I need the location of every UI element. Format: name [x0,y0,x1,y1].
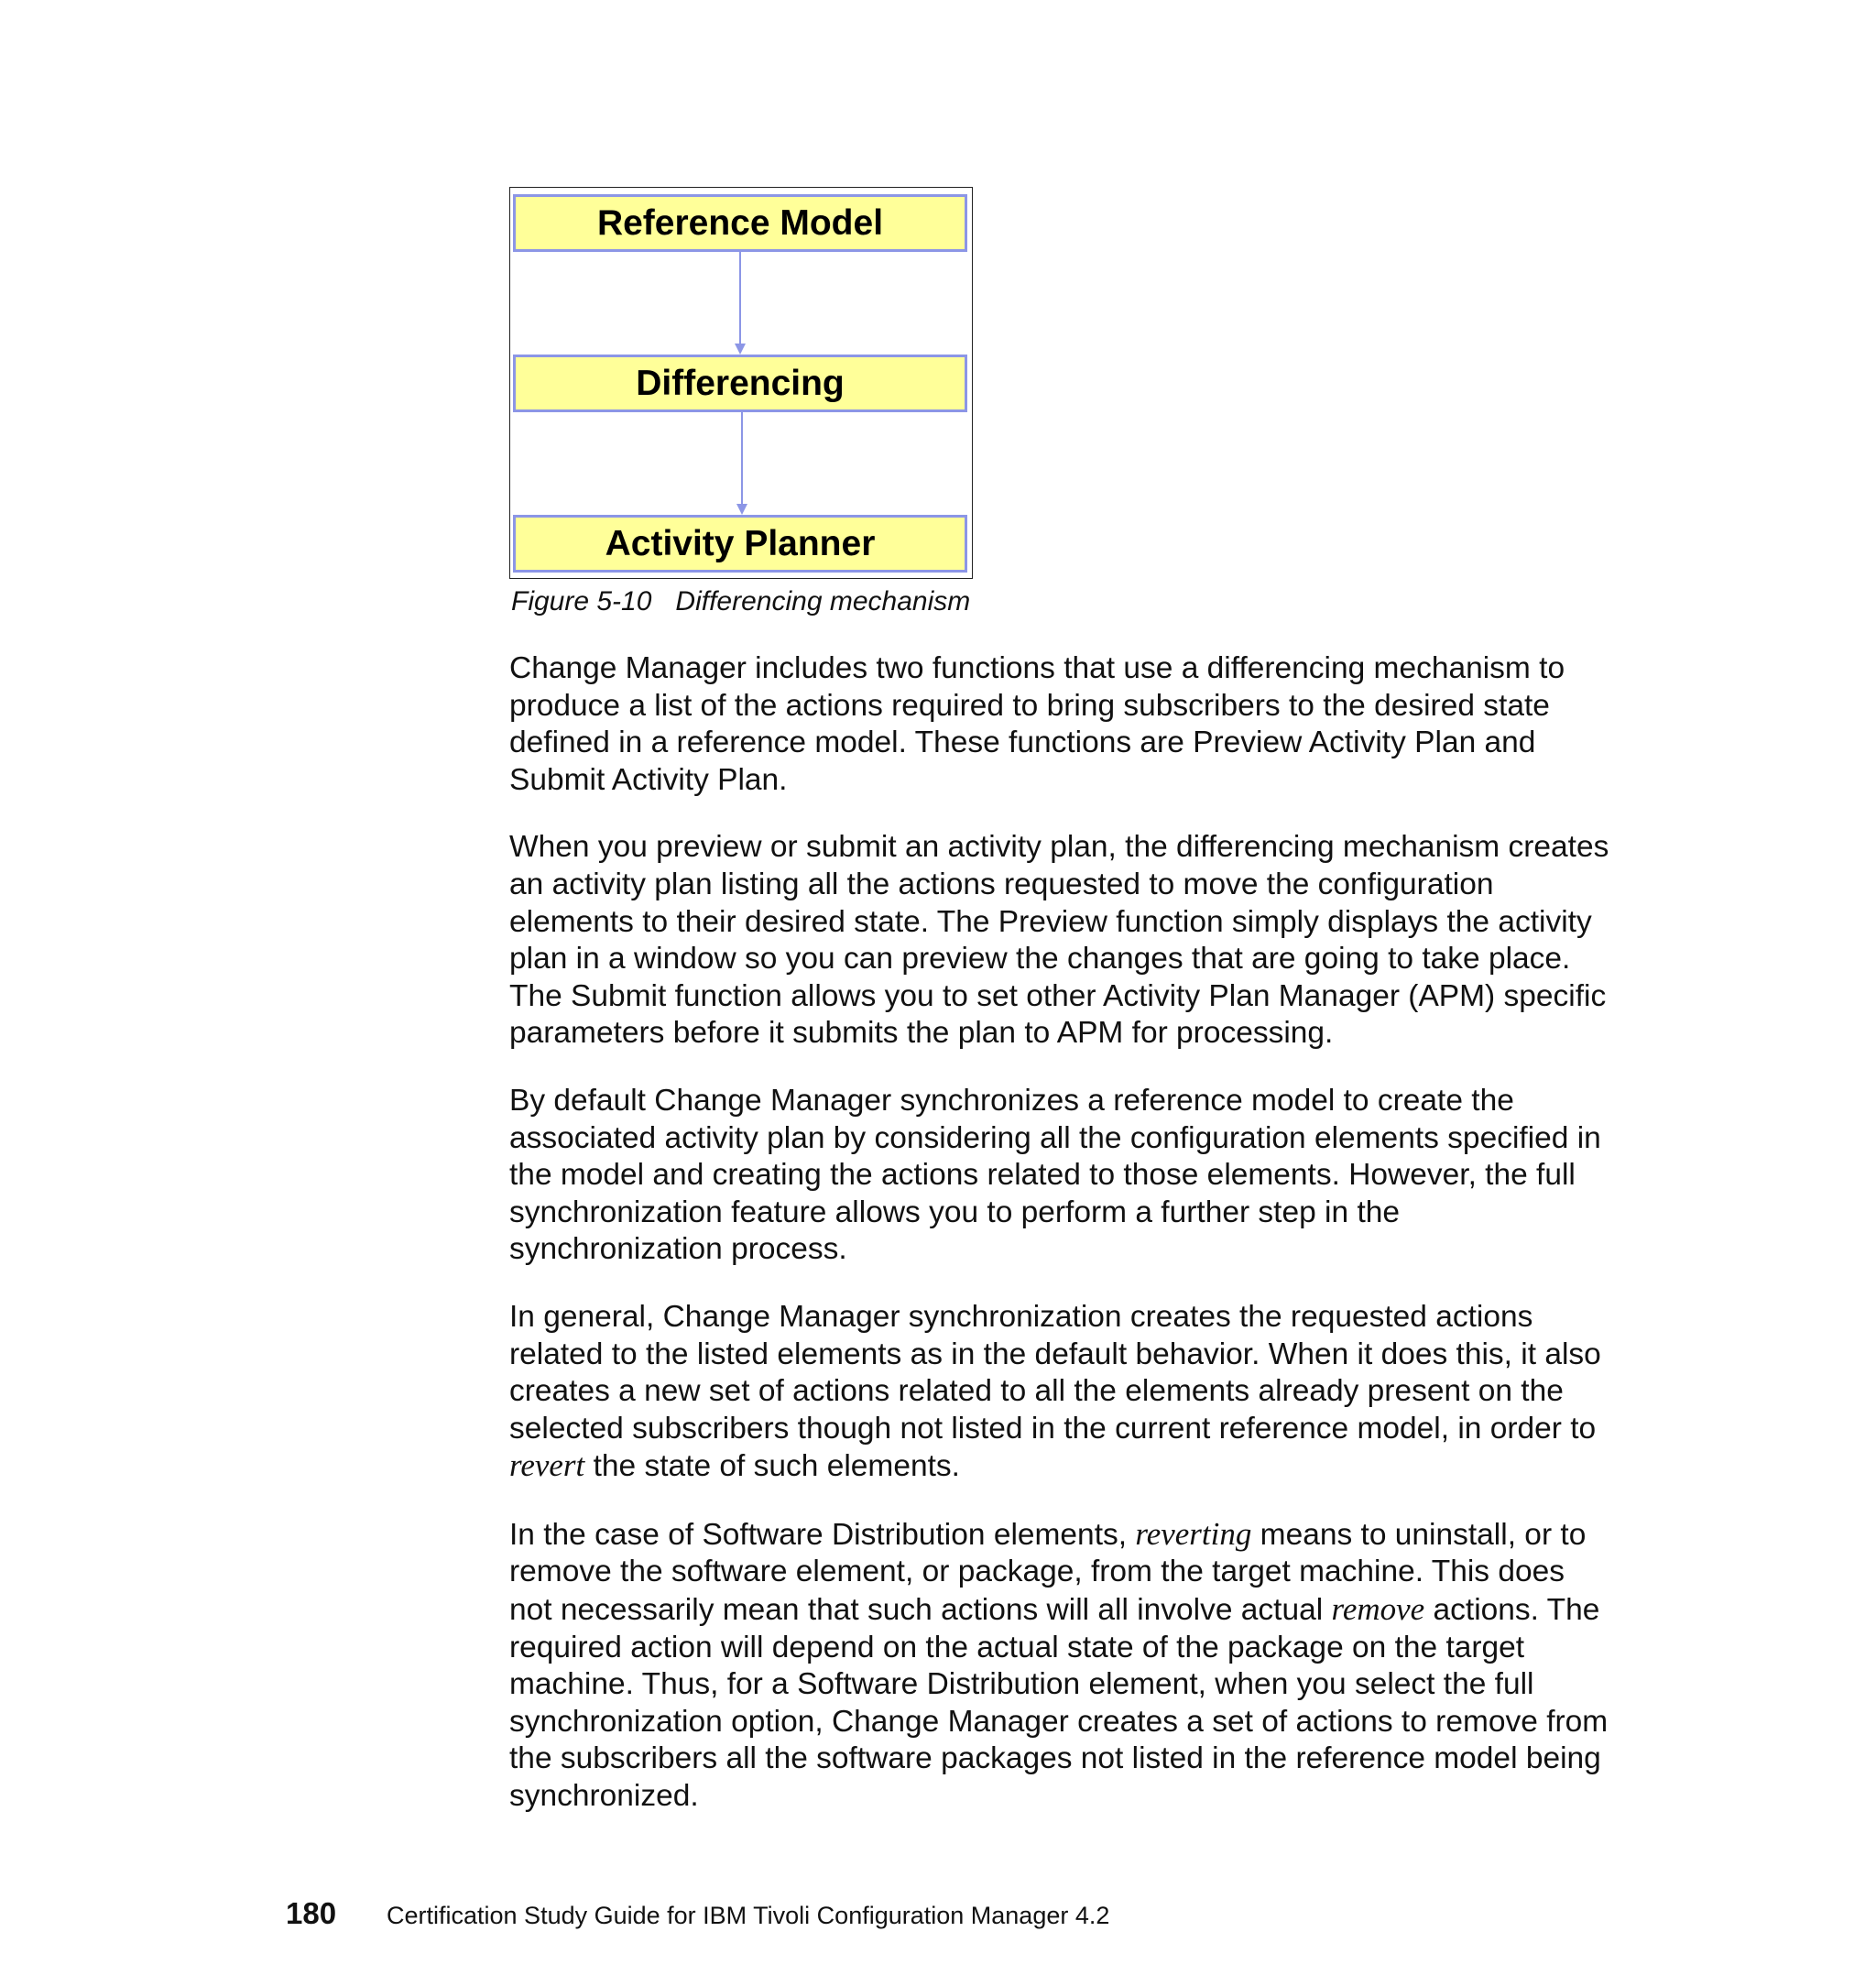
text-segment: produce a list of the actions required to bring subscribers to the desired state [509,688,1550,723]
text-line [509,1373,1618,1411]
text-line [509,1778,1618,1816]
text-segment: means to uninstall, or to [1251,1517,1587,1552]
page-number: 180 [286,1896,337,1930]
text-line [509,1120,1618,1158]
paragraph [509,650,1618,799]
emphasized-word: revert [509,1447,585,1484]
text-line [509,1015,1618,1053]
text-segment: remove the software element, or package, from the target machine. This does [509,1555,1565,1589]
text-segment: associated activity plan by considering all the configuration elements specified in [509,1120,1601,1155]
text-line [509,650,1618,688]
text-line [509,1447,1618,1486]
text-line [509,1516,1618,1555]
activity-planner-box: Activity Planner [513,515,967,573]
text-line [509,978,1618,1016]
text-segment: Change Manager includes two functions that use a differencing mechanism to [509,651,1565,685]
text-line [509,688,1618,726]
figure-caption-label: Figure 5-10 [511,586,652,617]
text-line [509,1299,1618,1337]
text-line [509,1554,1618,1591]
book-title: Certification Study Guide for IBM Tivoli Configuration Manager 4.2 [387,1902,1110,1929]
text-line [509,904,1618,942]
text-segment: elements to their desired state. The Preview function simply displays the activity [509,904,1592,939]
figure-caption [511,586,970,617]
paragraph [509,829,1618,1053]
text-segment: When you preview or submit an activity plan, the differencing mechanism creates [509,830,1609,865]
text-line [509,1704,1618,1741]
arrow-differencing-to-activity-planner [736,412,747,515]
text-segment: synchronization process. [509,1232,847,1267]
text-line [509,829,1618,867]
text-segment: machine. Thus, for a Software Distribution element, when you select the full [509,1667,1534,1702]
differencing-figure [509,187,973,579]
text-segment: the model and creating the actions related to those elements. However, the full [509,1158,1576,1193]
text-segment: synchronization feature allows you to perform a further step in the [509,1195,1401,1229]
text-segment: parameters before it submits the plan to APM for processing. [509,1016,1334,1051]
text-line [509,1591,1618,1630]
text-line [509,867,1618,904]
text-segment: By default Change Manager synchronizes a reference model to create the [509,1083,1514,1118]
emphasized-word: reverting [1135,1515,1252,1552]
figure-caption-title: Differencing mechanism [675,586,971,617]
differencing-box: Differencing [513,355,967,412]
text-line [509,1195,1618,1232]
text-segment: In the case of Software Distribution elements, [509,1517,1136,1552]
text-line [509,725,1618,762]
page-footer [286,1896,1109,1931]
text-line [509,1740,1618,1778]
text-segment: In general, Change Manager synchronization creates the requested actions [509,1299,1533,1334]
text-segment: an activity plan listing all the actions requested to move the configuration [509,867,1494,901]
arrow-reference-to-differencing [735,252,746,355]
text-line [509,1157,1618,1195]
reference-model-box: Reference Model [513,194,967,252]
paragraph [509,1516,1618,1816]
body-text [509,650,1618,1846]
text-line [509,1411,1618,1448]
text-line [509,1630,1618,1667]
text-segment: synchronization option, Change Manager creates a set of actions to remove from [509,1704,1609,1739]
text-segment: Submit Activity Plan. [509,762,788,797]
text-segment: plan in a window so you can preview the changes that are going to take place. [509,942,1571,977]
text-segment: selected subscribers though not listed in the current reference model, in order to [509,1411,1597,1446]
text-line [509,941,1618,978]
text-segment: actions. The [1424,1593,1600,1628]
text-segment: synchronized. [509,1779,699,1814]
text-segment: the state of such elements. [584,1449,960,1484]
text-segment: creates a new set of actions related to all the elements already present on the [509,1374,1564,1409]
text-line [509,1231,1618,1269]
emphasized-word: remove [1331,1591,1425,1628]
text-segment: related to the listed elements as in the default behavior. When it does this, it also [509,1337,1601,1371]
text-line [509,1666,1618,1704]
text-segment: The Submit function allows you to set other Activity Plan Manager (APM) specific [509,978,1607,1013]
text-line [509,1337,1618,1374]
text-segment: defined in a reference model. These functions are Preview Activity Plan and [509,726,1536,760]
paragraph [509,1083,1618,1269]
text-line [509,1083,1618,1120]
text-segment: the subscribers all the software packages not listed in the reference model being [509,1741,1601,1776]
text-segment: not necessarily mean that such actions will all involve actual [509,1593,1332,1628]
text-segment: required action will depend on the actual state of the package on the target [509,1630,1525,1664]
paragraph [509,1299,1618,1486]
text-line [509,762,1618,800]
